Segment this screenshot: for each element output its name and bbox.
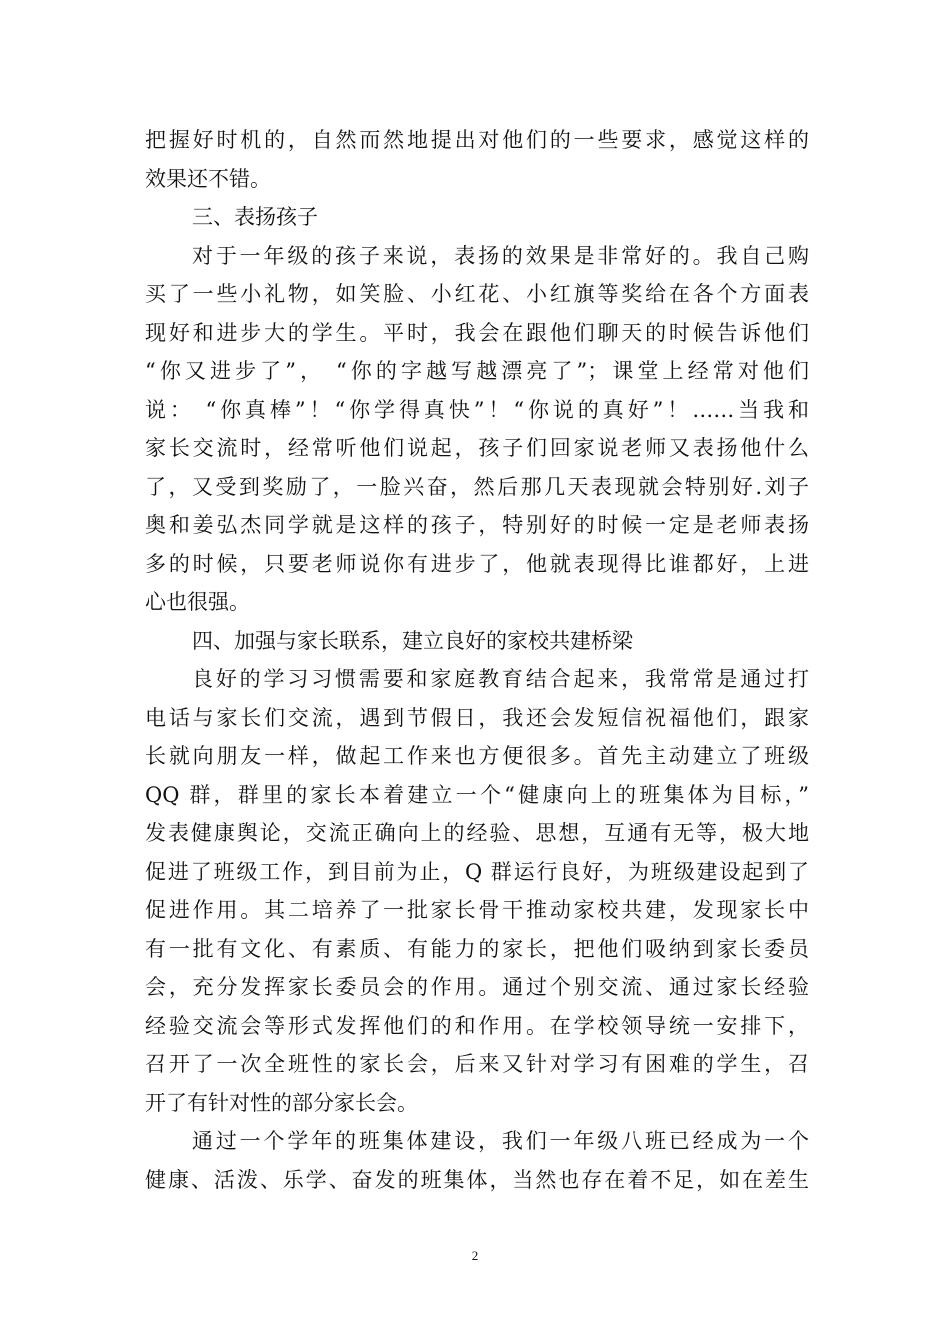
text-line: 家长交流时，经常听他们说起，孩子们回家说老师又表扬他什么 [145, 436, 809, 460]
text-line: 心也很强。 [145, 590, 250, 614]
text-line: QQ 群，群里的家长本着建立一个“健康向上的班集体为目标，” [145, 782, 809, 807]
text-line: 会，充分发挥家长委员会的作用。通过个别交流、通过家长经验 [145, 975, 809, 999]
text-line: 通过一个学年的班集体建设，我们一年级八班已经成为一个 [192, 1129, 809, 1153]
text-line: “你又进步了”， “你的字越写越漂亮了”；课堂上经常对他们 [145, 359, 809, 383]
text-line: 有一批有文化、有素质、有能力的家长，把他们吸纳到家长委员 [145, 936, 809, 961]
text-line: 了，又受到奖励了，一脸兴奋，然后那几天表现就会特别好.刘子 [145, 474, 809, 499]
document-body [145, 121, 809, 1199]
text-line: 奥和姜弘杰同学就是这样的孩子，特别好的时候一定是老师表扬 [145, 513, 809, 537]
text-line: 促进作用。其二培养了一批家长骨干推动家校共建，发现家长中 [145, 898, 809, 922]
text-line: 把握好时机的，自然而然地提出对他们的一些要求，感觉这样的 [145, 128, 809, 152]
text-line: 召开了一次全班性的家长会，后来又针对学习有困难的学生，召 [145, 1052, 809, 1076]
text-line: 发表健康舆论，交流正确向上的经验、思想，互通有无等，极大地 [145, 821, 809, 845]
text-line: 买了一些小礼物，如笑脸、小红花、小红旗等奖给在各个方面表 [145, 282, 809, 306]
text-line: 对于一年级的孩子来说，表扬的效果是非常好的。我自己购 [192, 243, 809, 268]
page-number: 2 [471, 1248, 479, 1263]
text-line: 说： “你真棒”！“你学得真快”！“你说的真好”！……当我和 [145, 397, 809, 422]
text-line: 现好和进步大的学生。平时，我会在跟他们聊天的时候告诉他们 [145, 320, 809, 345]
text-line: 长就向朋友一样，做起工作来也方便很多。首先主动建立了班级 [145, 744, 809, 768]
text-line: 促进了班级工作，到目前为止，Q 群运行良好，为班级建设起到了 [145, 859, 809, 884]
text-line: 良好的学习习惯需要和家庭教育结合起来，我常常是通过打 [192, 667, 809, 691]
text-line: 效果还不错。 [145, 166, 271, 191]
text-line: 电话与家长们交流，遇到节假日，我还会发短信祝福他们，跟家 [145, 705, 809, 730]
text-line: 三、表扬孩子 [192, 205, 318, 229]
text-line: 开了有针对性的部分家长会。 [145, 1090, 418, 1115]
text-line: 多的时候，只要老师说你有进步了，他就表现得比谁都好，上进 [145, 551, 809, 576]
text-line: 健康、活泼、乐学、奋发的班集体，当然也存在着不足，如在差生 [145, 1167, 809, 1192]
text-line: 经验交流会等形式发挥他们的和作用。在学校领导统一安排下， [145, 1013, 809, 1038]
text-line: 四、加强与家长联系，建立良好的家校共建桥梁 [192, 628, 633, 653]
